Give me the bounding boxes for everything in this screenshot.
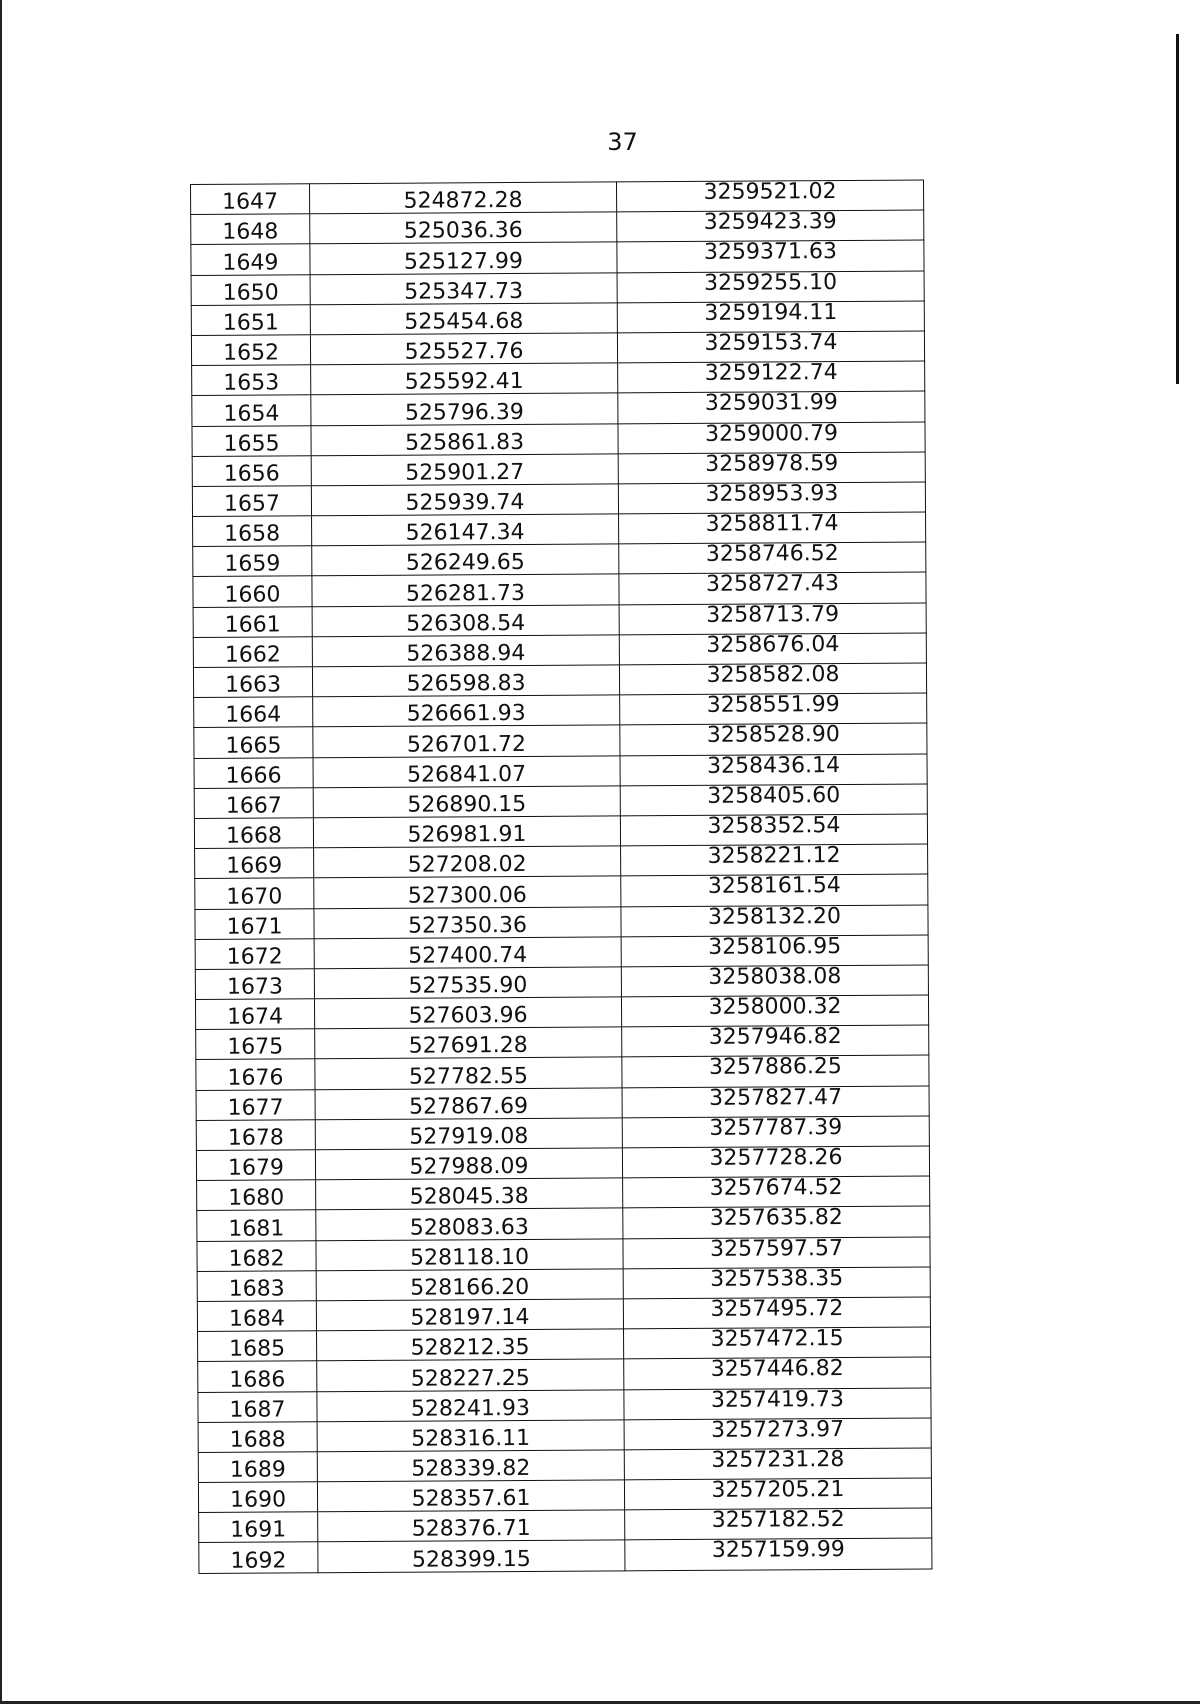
x-coordinate-cell: 528045.38 (316, 1178, 623, 1210)
x-coordinate-cell: 526388.94 (312, 635, 619, 667)
point-number-cell: 1659 (193, 546, 312, 577)
x-coordinate-cell: 528376.71 (318, 1510, 625, 1542)
point-number-cell: 1691 (199, 1512, 318, 1543)
x-coordinate-cell: 524872.28 (310, 182, 617, 214)
y-coordinate-cell: 3259255.10 (617, 271, 924, 303)
y-coordinate-cell: 3257495.72 (623, 1297, 930, 1329)
point-number-cell: 1660 (193, 576, 312, 607)
x-coordinate-cell: 527988.09 (315, 1148, 622, 1180)
point-number-cell: 1692 (199, 1542, 318, 1573)
x-coordinate-cell: 527208.02 (314, 846, 621, 878)
y-coordinate-cell: 3258000.32 (621, 995, 928, 1027)
y-coordinate-cell: 3258713.79 (619, 603, 926, 635)
point-number-cell: 1649 (191, 244, 310, 275)
x-coordinate-cell: 528339.82 (317, 1450, 624, 1482)
point-number-cell: 1673 (195, 969, 314, 1000)
y-coordinate-cell: 3258811.74 (619, 512, 926, 544)
y-coordinate-cell: 3257827.47 (622, 1086, 929, 1118)
y-coordinate-cell: 3259122.74 (618, 361, 925, 393)
point-number-cell: 1665 (194, 727, 313, 758)
point-number-cell: 1688 (198, 1421, 317, 1452)
table-row (199, 1538, 932, 1573)
x-coordinate-cell: 525127.99 (310, 242, 617, 274)
x-coordinate-cell: 527867.69 (315, 1088, 622, 1120)
point-number-cell: 1666 (194, 757, 313, 788)
x-coordinate-cell: 527300.06 (314, 876, 621, 908)
point-number-cell: 1671 (195, 908, 314, 939)
point-number-cell: 1690 (198, 1482, 317, 1513)
y-coordinate-cell: 3258161.54 (621, 874, 928, 906)
point-number-cell: 1679 (196, 1150, 315, 1181)
x-coordinate-cell: 525454.68 (310, 303, 617, 335)
x-coordinate-cell: 528357.61 (317, 1480, 624, 1512)
y-coordinate-cell: 3258953.93 (618, 482, 925, 514)
y-coordinate-cell: 3259423.39 (617, 210, 924, 242)
point-number-cell: 1683 (197, 1270, 316, 1301)
y-coordinate-cell: 3259194.11 (617, 301, 924, 333)
y-coordinate-cell: 3257946.82 (622, 1025, 929, 1057)
y-coordinate-cell: 3257597.57 (623, 1237, 930, 1269)
x-coordinate-cell: 528241.93 (317, 1389, 624, 1421)
x-coordinate-cell: 528399.15 (318, 1540, 625, 1572)
x-coordinate-cell: 528227.25 (317, 1359, 624, 1391)
point-number-cell: 1681 (197, 1210, 316, 1241)
point-number-cell: 1664 (194, 697, 313, 728)
x-coordinate-cell: 528212.35 (317, 1329, 624, 1361)
x-coordinate-cell: 526841.07 (313, 755, 620, 787)
x-coordinate-cell: 525939.74 (311, 484, 618, 516)
point-number-cell: 1689 (198, 1452, 317, 1483)
point-number-cell: 1682 (197, 1240, 316, 1271)
point-number-cell: 1662 (193, 637, 312, 668)
x-coordinate-cell: 525347.73 (310, 272, 617, 304)
table-body (191, 180, 932, 1573)
y-coordinate-cell: 3257538.35 (623, 1267, 930, 1299)
x-coordinate-cell: 528118.10 (316, 1238, 623, 1270)
y-coordinate-cell: 3258436.14 (620, 754, 927, 786)
point-number-cell: 1651 (191, 305, 310, 336)
x-coordinate-cell: 527782.55 (315, 1057, 622, 1089)
y-coordinate-cell: 3258676.04 (619, 633, 926, 665)
y-coordinate-cell: 3259153.74 (617, 331, 924, 363)
y-coordinate-cell: 3258132.20 (621, 905, 928, 937)
point-number-cell: 1668 (194, 818, 313, 849)
point-number-cell: 1676 (196, 1059, 315, 1090)
point-number-cell: 1657 (192, 486, 311, 517)
point-number-cell: 1663 (193, 667, 312, 698)
y-coordinate-cell: 3258551.99 (620, 693, 927, 725)
x-coordinate-cell: 525592.41 (311, 363, 618, 395)
point-number-cell: 1674 (195, 999, 314, 1030)
y-coordinate-cell: 3257635.82 (623, 1206, 930, 1238)
y-coordinate-cell: 3257231.28 (624, 1448, 931, 1480)
y-coordinate-cell: 3258221.12 (621, 844, 928, 876)
x-coordinate-cell: 525901.27 (311, 454, 618, 486)
point-number-cell: 1685 (198, 1331, 317, 1362)
point-number-cell: 1648 (191, 214, 310, 245)
x-coordinate-cell: 526308.54 (312, 605, 619, 637)
y-coordinate-cell: 3258727.43 (619, 572, 926, 604)
point-number-cell: 1658 (193, 516, 312, 547)
y-coordinate-cell: 3259371.63 (617, 240, 924, 272)
scan-margin-line (1176, 34, 1179, 384)
point-number-cell: 1678 (196, 1120, 315, 1151)
point-number-cell: 1647 (191, 184, 310, 215)
y-coordinate-cell: 3257787.39 (622, 1116, 929, 1148)
y-coordinate-cell: 3257446.82 (624, 1357, 931, 1389)
x-coordinate-cell: 527535.90 (314, 967, 621, 999)
point-number-cell: 1667 (194, 788, 313, 819)
point-number-cell: 1672 (195, 938, 314, 969)
x-coordinate-cell: 526661.93 (313, 695, 620, 727)
y-coordinate-cell: 3257159.99 (625, 1538, 932, 1570)
point-number-cell: 1655 (192, 425, 311, 456)
y-coordinate-cell: 3258352.54 (620, 814, 927, 846)
y-coordinate-cell: 3257886.25 (622, 1055, 929, 1087)
y-coordinate-cell: 3258746.52 (619, 542, 926, 574)
point-number-cell: 1661 (193, 606, 312, 637)
point-number-cell: 1670 (195, 878, 314, 909)
y-coordinate-cell: 3257419.73 (624, 1387, 931, 1419)
point-number-cell: 1654 (192, 395, 311, 426)
point-number-cell: 1684 (197, 1301, 316, 1332)
x-coordinate-cell: 525861.83 (311, 423, 618, 455)
x-coordinate-cell: 526281.73 (312, 574, 619, 606)
x-coordinate-cell: 526147.34 (312, 514, 619, 546)
x-coordinate-cell: 528166.20 (316, 1269, 623, 1301)
point-number-cell: 1669 (195, 848, 314, 879)
x-coordinate-cell: 526598.83 (312, 665, 619, 697)
y-coordinate-cell: 3257205.21 (624, 1478, 931, 1510)
x-coordinate-cell: 525036.36 (310, 212, 617, 244)
y-coordinate-cell: 3258106.95 (621, 935, 928, 967)
y-coordinate-cell: 3259031.99 (618, 391, 925, 423)
x-coordinate-cell: 526249.65 (312, 544, 619, 576)
x-coordinate-cell: 528316.11 (317, 1420, 624, 1452)
x-coordinate-cell: 527691.28 (315, 1027, 622, 1059)
point-number-cell: 1687 (198, 1391, 317, 1422)
page-number: 37 (607, 128, 638, 156)
x-coordinate-cell: 528083.63 (316, 1208, 623, 1240)
point-number-cell: 1677 (196, 1089, 315, 1120)
x-coordinate-cell: 526981.91 (313, 816, 620, 848)
y-coordinate-cell: 3258978.59 (618, 452, 925, 484)
x-coordinate-cell: 528197.14 (316, 1299, 623, 1331)
point-number-cell: 1686 (198, 1361, 317, 1392)
y-coordinate-cell: 3259000.79 (618, 422, 925, 454)
x-coordinate-cell: 527603.96 (314, 997, 621, 1029)
y-coordinate-cell: 3257182.52 (625, 1508, 932, 1540)
point-number-cell: 1656 (192, 455, 311, 486)
y-coordinate-cell: 3258405.60 (620, 784, 927, 816)
point-number-cell: 1650 (191, 274, 310, 305)
x-coordinate-cell: 526701.72 (313, 725, 620, 757)
y-coordinate-cell: 3257728.26 (622, 1146, 929, 1178)
y-coordinate-cell: 3257273.97 (624, 1418, 931, 1450)
y-coordinate-cell: 3259521.02 (616, 180, 923, 212)
point-number-cell: 1675 (196, 1029, 315, 1060)
point-number-cell: 1653 (192, 365, 311, 396)
x-coordinate-cell: 526890.15 (313, 786, 620, 818)
y-coordinate-cell: 3258528.90 (620, 723, 927, 755)
x-coordinate-cell: 527400.74 (314, 937, 621, 969)
x-coordinate-cell: 527919.08 (315, 1118, 622, 1150)
y-coordinate-cell: 3258038.08 (621, 965, 928, 997)
x-coordinate-cell: 527350.36 (314, 906, 621, 938)
x-coordinate-cell: 525527.76 (310, 333, 617, 365)
coordinates-table (190, 180, 932, 1574)
point-number-cell: 1680 (197, 1180, 316, 1211)
y-coordinate-cell: 3258582.08 (619, 663, 926, 695)
point-number-cell: 1652 (191, 335, 310, 366)
y-coordinate-cell: 3257674.52 (623, 1176, 930, 1208)
y-coordinate-cell: 3257472.15 (624, 1327, 931, 1359)
x-coordinate-cell: 525796.39 (311, 393, 618, 425)
